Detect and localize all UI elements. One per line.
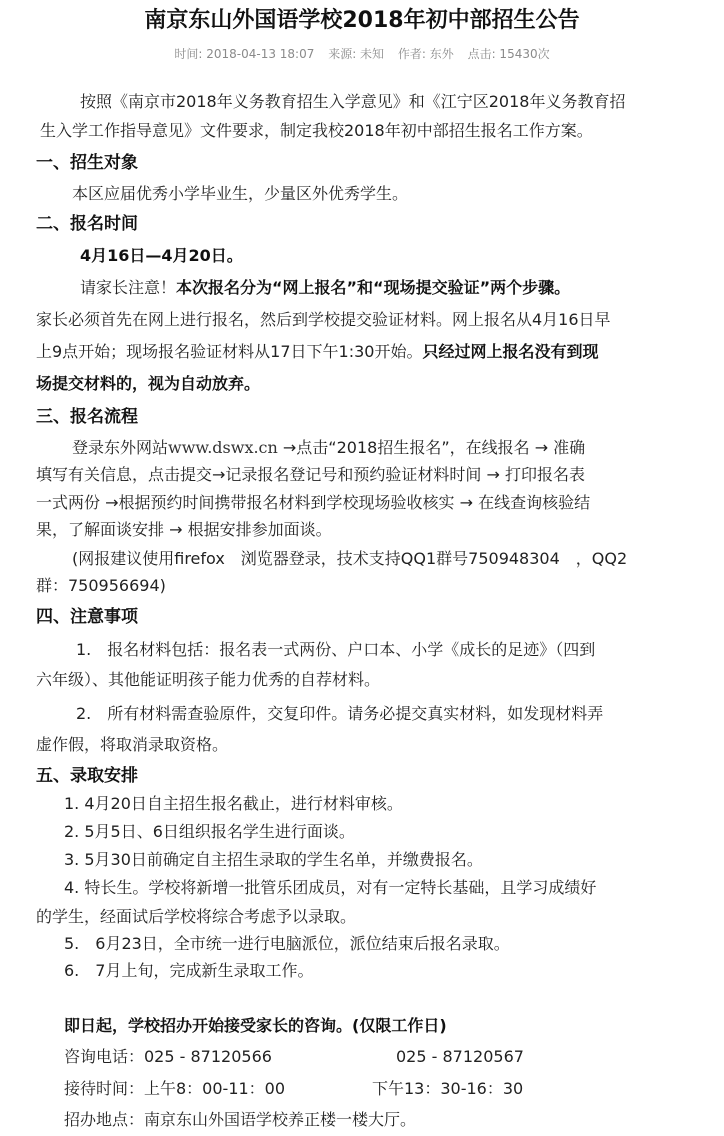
section-3-note-1: (网报建议使用firefox 浏览器登录，技术支持QQ1群号750948304 ，QQ2 (72, 549, 628, 568)
section-5-item-3: 3. 5月30日前确定自主招生录取的学生名单，并缴费报名。 (64, 850, 483, 869)
intro-line-1: 按照《南京市2018年义务教育招生入学意见》和《江宁区2018年义务教育招 (80, 92, 626, 111)
section-5-item-2: 2. 5月5日、6日组织报名学生进行面谈。 (64, 822, 355, 841)
contact-phone-2: 025 - 87120567 (396, 1047, 524, 1066)
section-2-note-bold: 本次报名分为“网上报名”和“现场提交验证”两个步骤。 (176, 278, 571, 297)
section-2-note (80, 274, 724, 302)
section-3-line-1-a: 登录东外网站 (72, 438, 169, 457)
section-5-item-6: 6. 7月上旬，完成新生录取工作。 (64, 961, 314, 980)
section-5-heading: 五、录取安排 (36, 766, 138, 786)
section-3-line-1 (72, 434, 724, 462)
section-4-heading: 四、注意事项 (36, 607, 138, 627)
section-4-item-2-line-1: 2. 所有材料需查验原件，交复印件。请务必提交真实材料，如发现材料弄 (76, 704, 604, 723)
section-5-item-5: 5. 6月23日，全市统一进行电脑派位，派位结束后报名录取。 (64, 934, 510, 953)
section-3-heading: 三、报名流程 (36, 407, 138, 427)
meta-clicks: 点击: 15430次 (467, 47, 550, 61)
section-2-note-prefix: 请家长注意！ (80, 278, 177, 297)
section-1-text: 本区应届优秀小学毕业生，少量区外优秀学生。 (72, 184, 409, 203)
section-4-item-2-line-2: 虚作假，将取消录取资格。 (36, 735, 229, 754)
meta-source: 来源: 未知 (328, 47, 385, 61)
section-5-item-4-line-2: 的学生，经面试后学校将综合考虑予以录取。 (36, 907, 357, 926)
section-3-line-2: 填写有关信息，点击提交→记录报名登记号和预约验证材料时间 → 打印报名表 (36, 465, 585, 484)
article-meta (0, 46, 724, 62)
section-5-item-4-line-1: 4. 特长生。学校将新增一批管乐团成员，对有一定特长基础，且学习成绩好 (64, 878, 597, 897)
contact-hours-1: 接待时间：上午8：00-11：00 (64, 1079, 286, 1098)
website-link[interactable]: www.dswx.cn (168, 438, 278, 457)
section-3-note-2: 群：750956694) (36, 576, 166, 595)
section-4-item-1-line-2: 六年级）、其他能证明孩子能力优秀的自荐材料。 (36, 670, 381, 689)
section-4-item-1-line-1: 1. 报名材料包括：报名表一式两份、户口本、小学《成长的足迹》（四到 (76, 640, 596, 659)
section-2-line-3: 家长必须首先在网上进行报名，然后到学校提交验证材料。网上报名从4月16日早 (36, 310, 611, 329)
section-2-line-4-bold: 只经过网上报名没有到现 (422, 342, 599, 361)
contact-address: 招办地点：南京东山外国语学校养正楼一楼大厅。 (64, 1110, 417, 1129)
intro-line-2: 生入学工作指导意见》文件要求，制定我校2018年初中部招生报名工作方案。 (40, 121, 593, 140)
section-3-line-3: 一式两份 →根据预约时间携带报名材料到学校现场验收核实 → 在线查询核验结 (36, 493, 591, 512)
section-2-heading: 二、报名时间 (36, 214, 138, 234)
section-2-date: 4月16日—4月20日。 (80, 246, 243, 265)
section-3-line-4: 果，了解面谈安排 → 根据安排参加面谈。 (36, 520, 332, 539)
contact-heading: 即日起，学校招办开始接受家长的咨询。(仅限工作日) (64, 1016, 447, 1035)
section-2-line-5: 场提交材料的，视为自动放弃。 (36, 374, 261, 393)
contact-hours-2: 下午13：30-16：30 (372, 1079, 524, 1098)
page-title: 南京东山外国语学校2018年初中部招生公告 (144, 8, 580, 33)
section-3-line-1-b: →点击“2018招生报名”，在线报名 → 准确 (277, 438, 586, 457)
section-5-item-1: 1. 4月20日自主招生报名截止，进行材料审核。 (64, 794, 403, 813)
section-2-line-4-normal: 上9点开始；现场报名验证材料从17日下午1:30开始。 (36, 342, 423, 361)
meta-time: 时间: 2018-04-13 18:07 (174, 47, 315, 61)
section-2-line-4 (36, 338, 724, 366)
meta-author: 作者: 东外 (397, 47, 454, 61)
section-1-heading: 一、招生对象 (36, 153, 138, 173)
contact-phone-1: 咨询电话：025 - 87120566 (64, 1047, 272, 1066)
